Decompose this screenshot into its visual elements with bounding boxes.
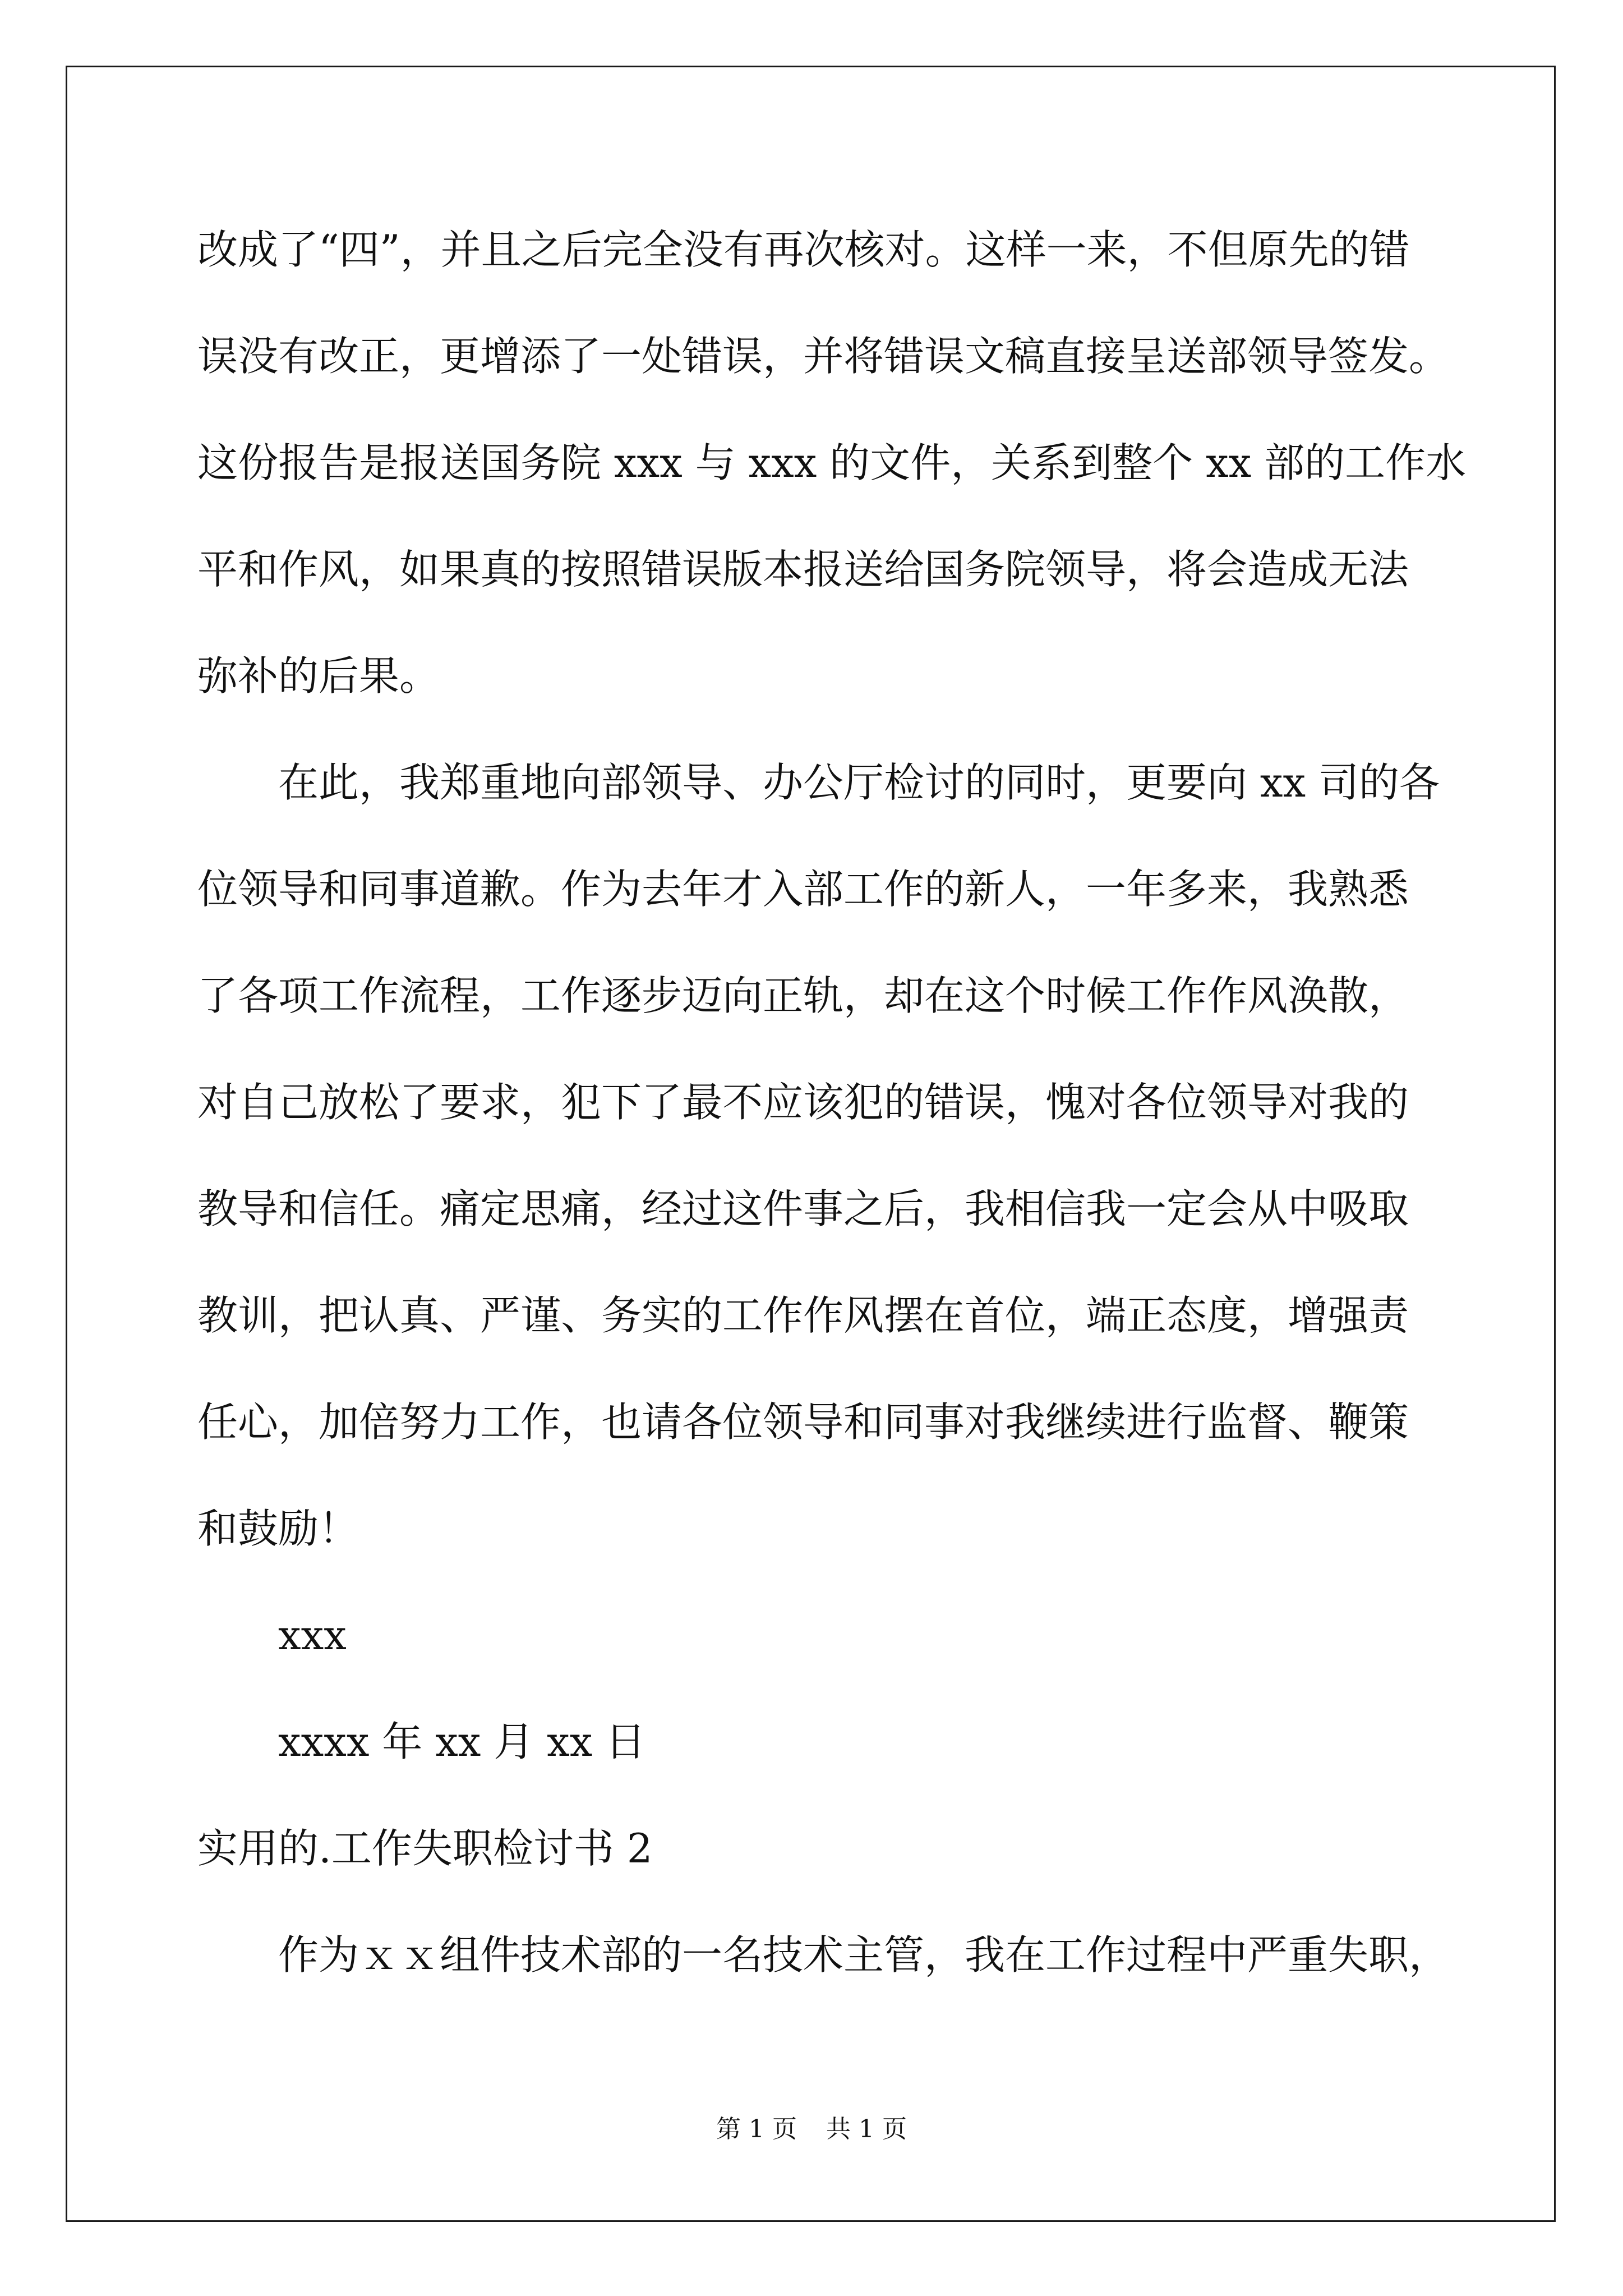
text-line: 位领导和同事道歉。作为去年才入部工作的新人，一年多来，我熟悉 [197,866,1409,913]
page-border [66,66,1556,2222]
page-footer [0,2114,1623,2145]
section-title: 实用的.工作失职检讨书 2 [197,1825,653,1872]
text-line: 教导和信任。痛定思痛，经过这件事之后，我相信我一定会从中吸取 [197,1185,1409,1232]
text-line: 和鼓励！ [197,1505,359,1552]
signature-name: xxx [278,1612,347,1659]
text-line: 对自己放松了要求，犯下了最不应该犯的错误，愧对各位领导对我的 [197,1079,1409,1126]
text-line: 改成了“四”，并且之后完全没有再次核对。这样一来，不但原先的错 [197,226,1410,273]
paragraph-first-line: 在此，我郑重地向部领导、办公厅检讨的同时，更要向 xx 司的各 [278,759,1440,806]
paragraph-first-line: 作为ｘｘ组件技术部的一名技术主管，我在工作过程中严重失职， [278,1931,1450,1978]
text-line: 了各项工作流程，工作逐步迈向正轨，却在这个时候工作作风涣散， [197,972,1409,1019]
text-line: 任心，加倍努力工作，也请各位领导和同事对我继续进行监督、鞭策 [197,1398,1409,1446]
page-number: 第 1 页 [716,2115,797,2143]
text-line: 教训，把认真、严谨、务实的工作作风摆在首位，端正态度，增强责 [197,1292,1409,1339]
text-line: 平和作风，如果真的按照错误版本报送给国务院领导，将会造成无法 [197,546,1409,593]
text-line: 这份报告是报送国务院 xxx 与 xxx 的文件，关系到整个 xx 部的工作水 [197,439,1467,486]
text-line: 误没有改正，更增添了一处错误，并将错误文稿直接呈送部领导签发。 [197,333,1450,380]
text-line: 弥补的后果。 [197,652,440,700]
page-total: 共 1 页 [826,2115,907,2143]
signature-date: xxxx 年 xx 月 xx 日 [278,1718,646,1765]
